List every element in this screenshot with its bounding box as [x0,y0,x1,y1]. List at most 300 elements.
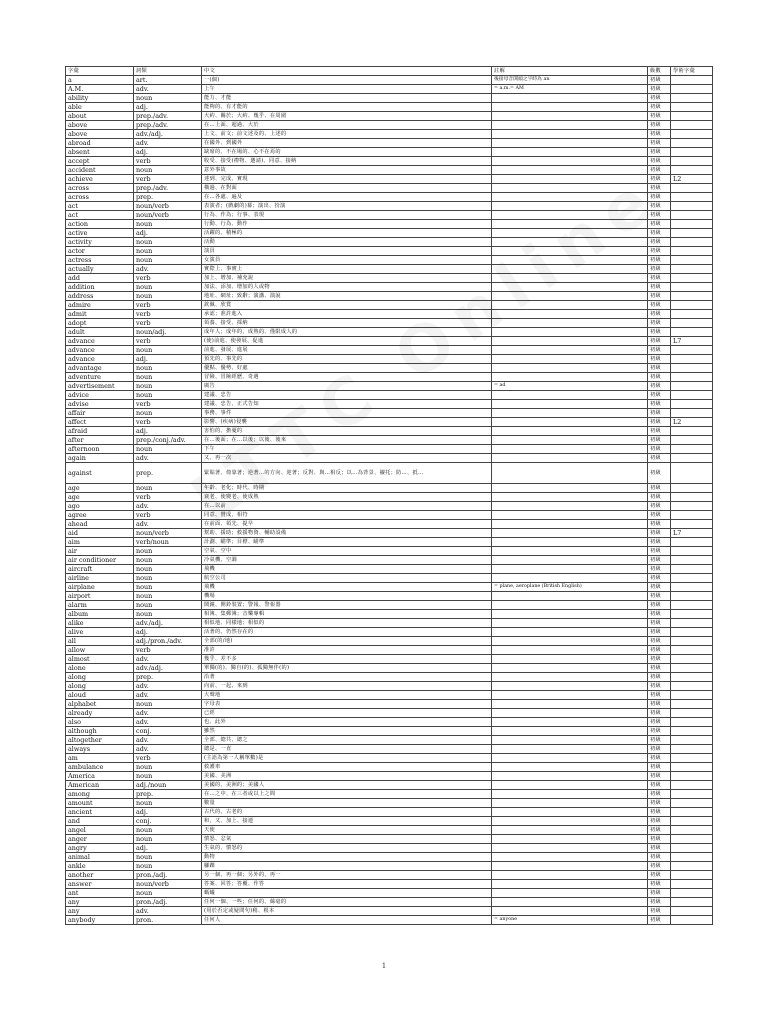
cell-academic [671,889,713,898]
cell-level: 初級 [648,700,671,709]
cell-word: address [66,292,134,301]
cell-level: 初級 [648,85,671,94]
cell-note [492,301,648,310]
cell-part-of-speech: noun/verb [134,529,202,538]
cell-academic: L7 [671,337,713,346]
cell-level: 初級 [648,646,671,655]
cell-academic [671,301,713,310]
cell-part-of-speech: noun [134,292,202,301]
cell-academic: L2 [671,175,713,184]
cell-chinese: 能力、才能 [202,94,492,103]
cell-academic [671,502,713,511]
cell-level: 初級 [648,220,671,229]
table-row [66,409,713,418]
cell-level: 初級 [648,799,671,808]
cell-word: ambulance [66,763,134,772]
cell-academic [671,673,713,682]
cell-level: 初級 [648,691,671,700]
cell-word: again [66,454,134,463]
table-row [66,310,713,319]
cell-word: advance [66,355,134,364]
cell-level: 初級 [648,166,671,175]
cell-note [492,427,648,436]
cell-academic [671,637,713,646]
cell-chinese: 能夠的、有才能的 [202,103,492,112]
cell-academic [671,835,713,844]
cell-part-of-speech: verb [134,301,202,310]
table-row [66,907,713,916]
cell-level: 初級 [648,238,671,247]
table-row [66,274,713,283]
cell-chinese: 又、再一次 [202,454,492,463]
cell-chinese: 承認；准許進入 [202,310,492,319]
table-row [66,772,713,781]
cell-word: actually [66,265,134,274]
cell-note [492,94,648,103]
cell-word: altogether [66,736,134,745]
cell-part-of-speech: adj./pron./adv. [134,637,202,646]
table-row [66,445,713,454]
cell-chinese: 全部、總共、總之 [202,736,492,745]
cell-academic [671,202,713,211]
cell-part-of-speech: noun [134,256,202,265]
cell-note [492,310,648,319]
cell-chinese: 影響、(疾病)侵襲 [202,418,492,427]
cell-note [492,265,648,274]
cell-level: 初級 [648,817,671,826]
cell-note [492,889,648,898]
cell-level: 初級 [648,373,671,382]
table-row [66,301,713,310]
cell-level: 初級 [648,538,671,547]
cell-part-of-speech: pron./adj. [134,871,202,880]
cell-part-of-speech: noun [134,610,202,619]
cell-note [492,898,648,907]
cell-chinese: 上午 [202,85,492,94]
cell-part-of-speech: adv. [134,454,202,463]
table-row [66,898,713,907]
cell-level: 初級 [648,916,671,925]
cell-academic [671,400,713,409]
table-row [66,529,713,538]
cell-level: 初級 [648,292,671,301]
cell-chinese: 事務、事件 [202,409,492,418]
cell-part-of-speech: adv. [134,709,202,718]
cell-academic [671,130,713,139]
cell-note [492,211,648,220]
cell-academic [671,409,713,418]
cell-chinese: 腳踝 [202,862,492,871]
cell-note [492,391,648,400]
cell-chinese: 任何人 [202,916,492,925]
cell-academic [671,583,713,592]
cell-part-of-speech: noun [134,853,202,862]
cell-chinese: 全部(的/地) [202,637,492,646]
table-row [66,682,713,691]
cell-chinese: 地址、網址；致辭；演講、演說 [202,292,492,301]
cell-word: add [66,274,134,283]
cell-academic [671,112,713,121]
header-part-of-speech: 詞類 [134,67,202,76]
cell-part-of-speech: noun [134,94,202,103]
cell-academic [671,193,713,202]
cell-word: afraid [66,427,134,436]
cell-word: admit [66,310,134,319]
cell-part-of-speech: noun [134,238,202,247]
cell-academic [671,871,713,880]
cell-academic [671,718,713,727]
table-row [66,364,713,373]
cell-note [492,148,648,157]
cell-level: 初級 [648,880,671,889]
cell-chinese: 收受、接受(禮物、邀請)、同意、接納 [202,157,492,166]
cell-word: any [66,898,134,907]
cell-note [492,121,648,130]
cell-note [492,202,648,211]
cell-chinese: 在前面、領先、提早 [202,520,492,529]
table-row [66,655,713,664]
cell-part-of-speech: adv. [134,682,202,691]
cell-chinese: 幾乎、差不多 [202,655,492,664]
cell-chinese: 准許 [202,646,492,655]
table-row [66,139,713,148]
cell-word: already [66,709,134,718]
cell-level: 初級 [648,247,671,256]
cell-academic [671,256,713,265]
table-row [66,808,713,817]
cell-note [492,601,648,610]
cell-chinese: 美國的、美洲的；美國人 [202,781,492,790]
cell-level: 初級 [648,445,671,454]
cell-part-of-speech: prep. [134,673,202,682]
cell-chinese: 建議、忠告、正式告知 [202,400,492,409]
table-row [66,601,713,610]
cell-academic [671,493,713,502]
cell-level: 初級 [648,529,671,538]
table-row [66,355,713,364]
table-row [66,493,713,502]
cell-word: above [66,130,134,139]
cell-note: = ad [492,382,648,391]
cell-academic [671,565,713,574]
cell-chinese: 活動 [202,238,492,247]
cell-level: 初級 [648,184,671,193]
cell-part-of-speech: adv. [134,691,202,700]
cell-word: advertisement [66,382,134,391]
cell-chinese: (用於否定或疑問句)稍、根本 [202,907,492,916]
cell-level: 初級 [648,436,671,445]
cell-level: 初級 [648,139,671,148]
cell-word: A.M. [66,85,134,94]
cell-chinese: 空氣、空中 [202,547,492,556]
table-row [66,538,713,547]
cell-word: aloud [66,691,134,700]
cell-chinese: 機場 [202,592,492,601]
cell-note [492,592,648,601]
table-row [66,328,713,337]
cell-level: 初級 [648,319,671,328]
cell-level: 初級 [648,664,671,673]
cell-word: also [66,718,134,727]
cell-level: 初級 [648,391,671,400]
cell-chinese: 憤怒、忿氣 [202,835,492,844]
cell-note [492,808,648,817]
cell-word: angry [66,844,134,853]
table-row [66,718,713,727]
cell-part-of-speech: adj. [134,355,202,364]
table-row [66,256,713,265]
table-row [66,592,713,601]
cell-academic [671,610,713,619]
cell-chinese: 前進、發展、進展 [202,346,492,355]
cell-level: 初級 [648,493,671,502]
table-row [66,889,713,898]
table-row [66,184,713,193]
cell-chinese: 幫助、援助；救援物資、輔助設備 [202,529,492,538]
cell-word: among [66,790,134,799]
cell-chinese: 達到、完成、實現 [202,175,492,184]
table-row [66,745,713,754]
table-row [66,727,713,736]
cell-note [492,409,648,418]
cell-note [492,400,648,409]
cell-chinese: 大聲地 [202,691,492,700]
table-row [66,583,713,592]
cell-note [492,247,648,256]
cell-word: against [66,463,134,484]
cell-level: 初級 [648,112,671,121]
cell-part-of-speech: noun [134,835,202,844]
cell-chinese: 鬧鐘、開鈴裝置；警報、警報器 [202,601,492,610]
cell-word: across [66,184,134,193]
cell-word: act [66,211,134,220]
cell-academic [671,283,713,292]
cell-level: 初級 [648,355,671,364]
cell-level: 初級 [648,844,671,853]
cell-note [492,157,648,166]
cell-word: adventure [66,373,134,382]
cell-note [492,556,648,565]
cell-chinese: 活躍的、積極的 [202,229,492,238]
cell-level: 初級 [648,103,671,112]
cell-chinese: 優點、優勢、好處 [202,364,492,373]
table-row [66,844,713,853]
cell-academic [671,274,713,283]
cell-chinese: (主語為第一人稱單數)是 [202,754,492,763]
cell-chinese: 和、又、加上、接連 [202,817,492,826]
cell-chinese: 女演員 [202,256,492,265]
cell-chinese: 下午 [202,445,492,454]
cell-part-of-speech: noun [134,382,202,391]
cell-word: and [66,817,134,826]
cell-academic [671,556,713,565]
table-row [66,175,713,184]
cell-chinese: 實際上、事實上 [202,265,492,274]
cell-part-of-speech: verb [134,418,202,427]
cell-word: accident [66,166,134,175]
cell-part-of-speech: verb [134,337,202,346]
cell-chinese: 行為、作為；行事、表現 [202,211,492,220]
cell-word: anger [66,835,134,844]
table-row [66,229,713,238]
cell-word: airline [66,574,134,583]
table-row [66,76,713,85]
cell-chinese: 橫過、在對面 [202,184,492,193]
cell-part-of-speech: prep./adv. [134,112,202,121]
cell-academic [671,121,713,130]
cell-level: 初級 [648,463,671,484]
cell-academic [671,184,713,193]
cell-part-of-speech: verb [134,157,202,166]
cell-chinese: 飛機 [202,565,492,574]
cell-academic: L7 [671,529,713,538]
cell-chinese: 加法、添加、增加的人或物 [202,283,492,292]
cell-chinese: 成年人；成年的、成熟的、僅限成人的 [202,328,492,337]
cell-chinese: 行動、行為、動作 [202,220,492,229]
cell-note [492,175,648,184]
cell-part-of-speech: noun/verb [134,880,202,889]
cell-part-of-speech: prep./conj./adv. [134,436,202,445]
header-chinese: 中文 [202,67,492,76]
cell-word: accept [66,157,134,166]
vocabulary-table [65,66,713,925]
cell-level: 初級 [648,346,671,355]
table-row [66,211,713,220]
cell-word: almost [66,655,134,664]
header-academic: 學術字彙 [671,67,713,76]
cell-word: ant [66,889,134,898]
cell-level: 初級 [648,610,671,619]
cell-note [492,772,648,781]
cell-academic [671,346,713,355]
cell-chinese: 向前、一起、來到 [202,682,492,691]
cell-academic [671,907,713,916]
table-row [66,502,713,511]
table-row [66,121,713,130]
cell-part-of-speech: noun [134,409,202,418]
cell-part-of-speech: adv. [134,745,202,754]
cell-note [492,673,648,682]
cell-note [492,355,648,364]
cell-level: 初級 [648,157,671,166]
cell-note [492,853,648,862]
cell-part-of-speech: adv. [134,736,202,745]
cell-academic [671,463,713,484]
cell-note [492,790,648,799]
table-row [66,94,713,103]
cell-note [492,547,648,556]
cell-academic [671,445,713,454]
table-row [66,520,713,529]
cell-note [492,220,648,229]
cell-part-of-speech: adj. [134,148,202,157]
cell-academic [671,220,713,229]
cell-word: above [66,121,134,130]
cell-word: along [66,673,134,682]
cell-chinese: 沿著 [202,673,492,682]
cell-note: 後接母音開頭之字時為 an [492,76,648,85]
cell-word: alarm [66,601,134,610]
cell-academic [671,790,713,799]
table-row [66,148,713,157]
cell-academic [671,538,713,547]
cell-level: 初級 [648,745,671,754]
cell-academic [671,844,713,853]
cell-level: 初級 [648,94,671,103]
cell-academic [671,592,713,601]
cell-part-of-speech: adv./adj. [134,664,202,673]
table-row [66,346,713,355]
cell-part-of-speech: verb [134,310,202,319]
cell-chinese: 天使 [202,826,492,835]
cell-note [492,799,648,808]
cell-part-of-speech: noun [134,220,202,229]
cell-chinese: 答案、回答；答覆、作答 [202,880,492,889]
cell-chinese: 航空公司 [202,574,492,583]
cell-part-of-speech: adv. [134,85,202,94]
cell-chinese: 廣告 [202,382,492,391]
cell-level: 初級 [648,76,671,85]
cell-note [492,463,648,484]
cell-academic [671,574,713,583]
cell-part-of-speech: prep. [134,193,202,202]
cell-level: 初級 [648,808,671,817]
cell-level: 初級 [648,265,671,274]
cell-part-of-speech: pron. [134,916,202,925]
table-row [66,112,713,121]
cell-word: achieve [66,175,134,184]
cell-note [492,184,648,193]
cell-level: 初級 [648,502,671,511]
cell-chinese: 欽佩、欣賞 [202,301,492,310]
table-row [66,853,713,862]
cell-chinese: 已經 [202,709,492,718]
cell-chinese: 動物 [202,853,492,862]
cell-note [492,844,648,853]
cell-academic [671,709,713,718]
cell-note [492,763,648,772]
cell-academic [671,454,713,463]
cell-academic [671,511,713,520]
cell-academic [671,520,713,529]
table-row [66,691,713,700]
cell-word: animal [66,853,134,862]
cell-note [492,292,648,301]
cell-note [492,418,648,427]
cell-level: 初級 [648,853,671,862]
cell-academic [671,601,713,610]
table-row [66,454,713,463]
table-row [66,700,713,709]
cell-word: another [66,871,134,880]
cell-part-of-speech: adj. [134,808,202,817]
cell-academic [671,148,713,157]
cell-level: 初級 [648,556,671,565]
cell-word: album [66,610,134,619]
cell-academic [671,754,713,763]
cell-part-of-speech: adj. [134,628,202,637]
cell-academic [671,799,713,808]
cell-academic [671,691,713,700]
cell-chinese: 飛機 [202,583,492,592]
cell-level: 初級 [648,781,671,790]
table-row [66,862,713,871]
table-row [66,709,713,718]
cell-academic [671,862,713,871]
cell-academic [671,727,713,736]
cell-level: 初級 [648,427,671,436]
table-header-row [66,67,713,76]
